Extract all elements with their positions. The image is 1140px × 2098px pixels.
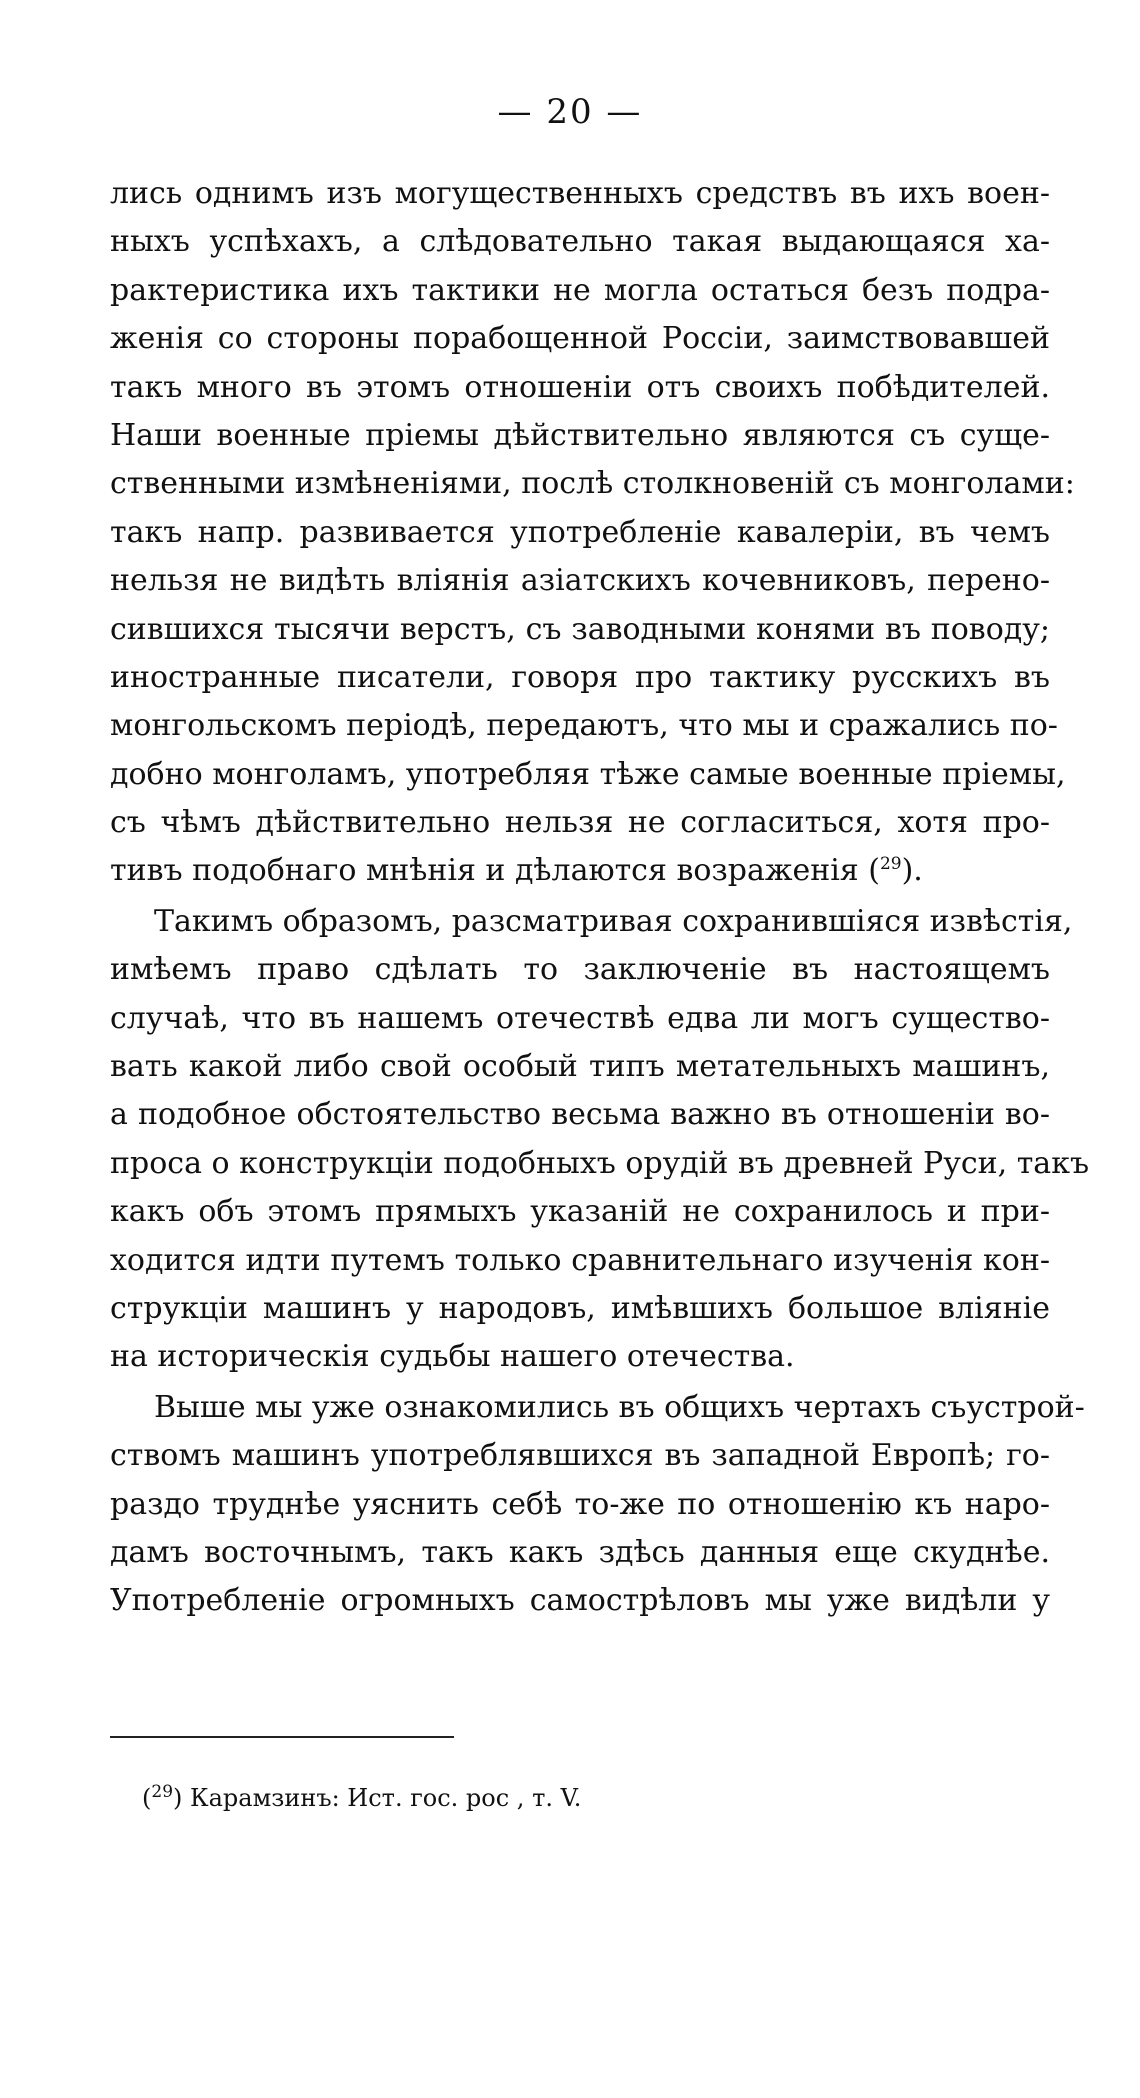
text-line: ственными измѣненіями, послѣ столкновеній съ монголами:: [110, 466, 1075, 502]
text-line: лись однимъ изъ могущественныхъ средствъ въ ихъ воен-: [110, 176, 1050, 211]
text-line: иностранные писатели, говоря про тактику русскихъ въ: [110, 659, 1050, 695]
text-line: рактеристика ихъ тактики не могла остаться безъ подра-: [110, 272, 1050, 308]
text-line: проса о конструкціи подобныхъ орудій въ древней Руси, такъ: [110, 1145, 1090, 1181]
paragraph-end-line: [110, 847, 1050, 895]
text-line-segment: тивъ подобнаго мнѣнія и дѣлаются возраженія (: [110, 853, 880, 889]
text-line: ныхъ успѣхахъ, а слѣдовательно такая выдающаяся ха-: [110, 224, 1050, 260]
text-line: какъ объ этомъ прямыхъ указаній не сохранилось и при-: [110, 1194, 1050, 1230]
text-line: вать какой либо свой особый типъ метательныхъ машинъ,: [110, 1049, 1050, 1085]
footnote-open-paren: (: [142, 1784, 152, 1812]
text-line: Употребленіе огромныхъ самострѣловъ мы уже видѣли у: [110, 1583, 1050, 1619]
text-line: съ чѣмъ дѣйствительно нельзя не согласиться, хотя про-: [110, 805, 1050, 841]
text-line: такъ напр. развивается употребленіе кавалеріи, въ чемъ: [110, 514, 1050, 550]
footnote-divider: [110, 1736, 454, 1738]
text-line: дамъ восточнымъ, такъ какъ здѣсь данныя еще скуднѣе.: [110, 1534, 1050, 1570]
text-line: Наши военные пріемы дѣйствительно являются съ суще-: [110, 417, 1050, 453]
text-line-segment: ).: [901, 853, 923, 889]
text-line: раздо труднѣе уяснить себѣ то-же по отношенію къ наро-: [110, 1486, 1050, 1522]
text-line: струкціи машинъ у народовъ, имѣвшихъ большое вліяніе: [110, 1290, 1050, 1326]
footnote-number: 29: [151, 1782, 174, 1802]
text-line: такъ много въ этомъ отношеніи отъ своихъ побѣдителей.: [110, 369, 1050, 405]
page-number: — 20 —: [497, 92, 643, 132]
text-line: случаѣ, что въ нашемъ отечествѣ едва ли могъ существо-: [110, 1000, 1050, 1036]
body-text: [110, 170, 1090, 1626]
text-line: сившихся тысячи верстъ, съ заводными конями въ поводу;: [110, 611, 1050, 647]
text-line: имѣемъ право сдѣлать то заключеніе въ настоящемъ: [110, 952, 1050, 988]
footnote-reference[interactable]: 29: [879, 854, 902, 875]
text-line: на историческія судьбы нашего отечества.: [110, 1339, 795, 1375]
text-line: женія со стороны порабощенной Россіи, заимствовавшей: [110, 321, 1050, 357]
text-line: добно монголамъ, употребляя тѣже самые военные пріемы,: [110, 756, 1066, 792]
footnote: [142, 1784, 581, 1812]
text-line: Такимъ образомъ, разсматривая сохранившіяся извѣстія,: [154, 903, 1073, 939]
text-line: ствомъ машинъ употреблявшихся въ западной Европѣ; го-: [110, 1438, 1050, 1474]
text-line: монгольскомъ періодѣ, передаютъ, что мы и сражались по-: [110, 708, 1058, 744]
text-line: а подобное обстоятельство весьма важно въ отношеніи во-: [110, 1097, 1050, 1133]
text-line: Выше мы уже ознакомились въ общихъ чертахъ съустрой-: [154, 1389, 1085, 1425]
text-line: ходится идти путемъ только сравнительнаго изученія кон-: [110, 1242, 1050, 1278]
text-line: нельзя не видѣть вліянія азіатскихъ кочевниковъ, перено-: [110, 563, 1050, 599]
footnote-text: ) Карамзинъ: Ист. гос. рос , т. V.: [173, 1784, 582, 1812]
